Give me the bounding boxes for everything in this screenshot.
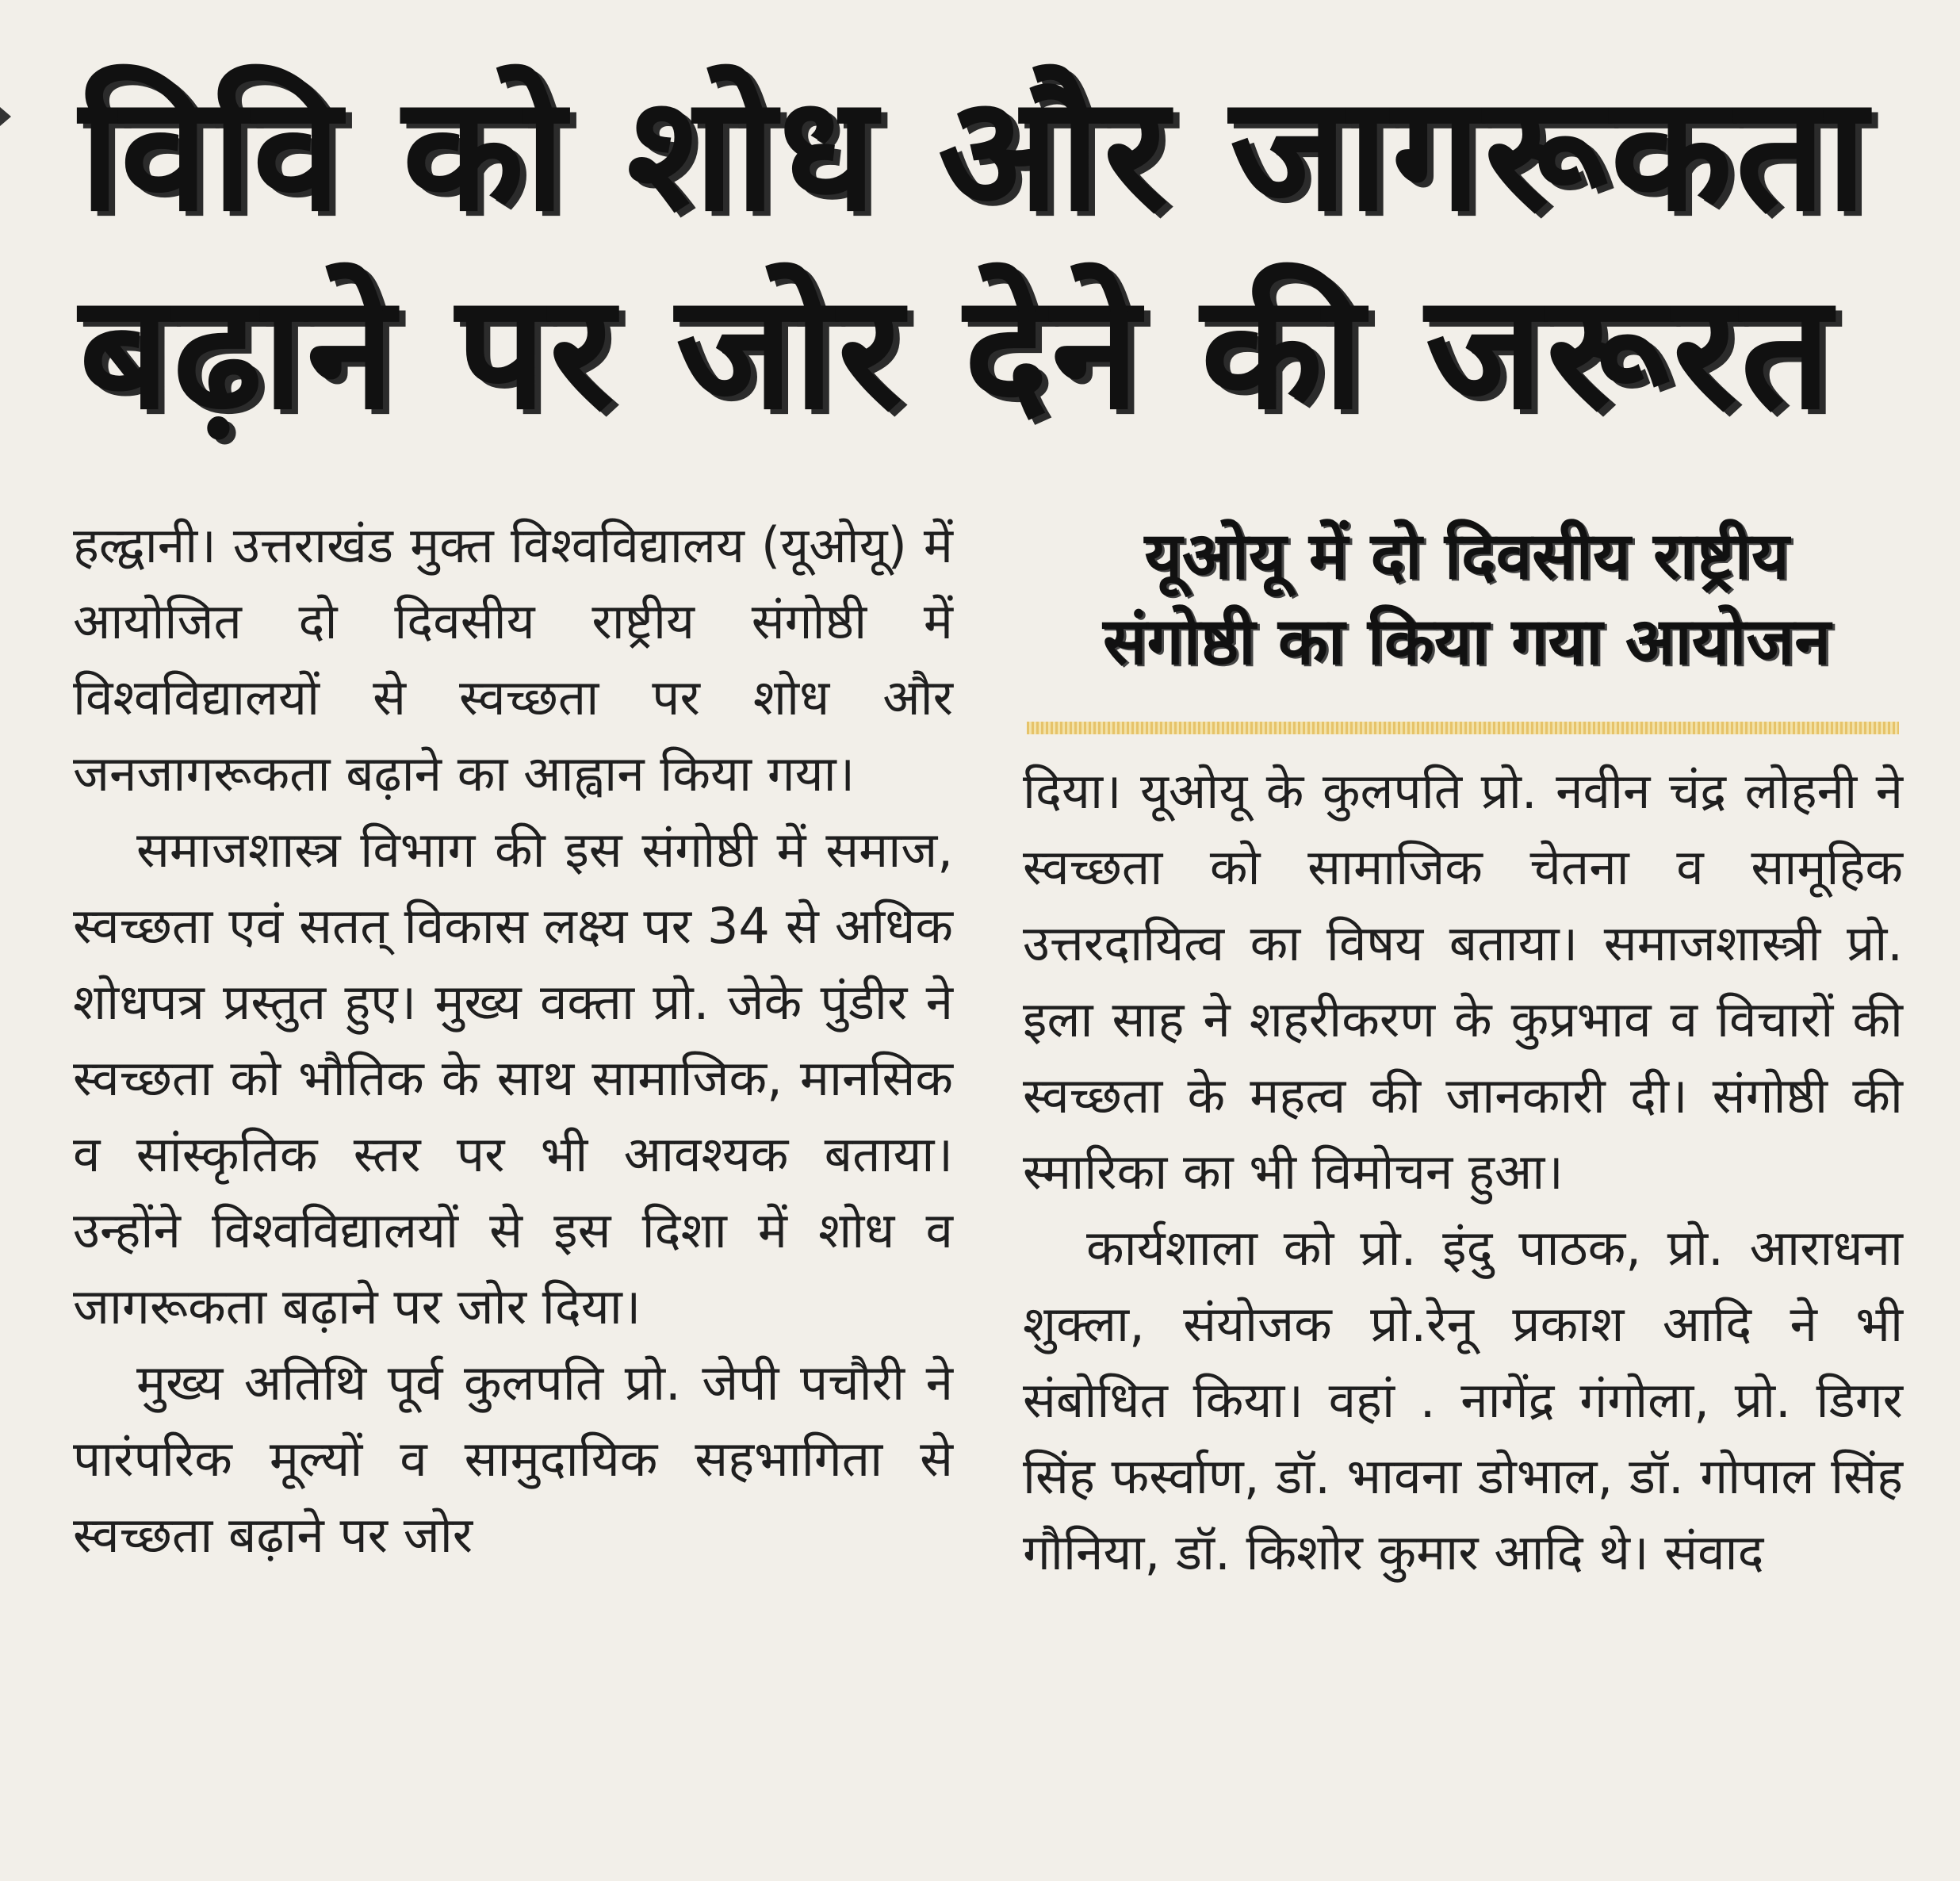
right-paragraph-2: कार्यशाला को प्रो. इंदु पाठक, प्रो. आराधना शुक्ला, संयोजक प्रो.रेनू प्रकाश आदि ने भी संबोधित किया। वहां . नागेंद्र गंगोला, प्रो. डिगर सिंह फर्स्वाण, डॉ. भावना डोभाल, डॉ. गोपाल सिंह गौनिया, डॉ. किशोर कुमार आदि थे। संवाद — [1023, 1219, 1903, 1581]
subheadline-line-2: संगोष्ठी का किया गया आयोजन — [1103, 604, 1831, 680]
article-column-right — [1023, 753, 1903, 1591]
page-edge-mark — [0, 107, 11, 126]
subheadline-divider — [1027, 722, 1899, 734]
subheadline — [1031, 514, 1903, 685]
left-paragraph-3: मुख्य अतिथि पूर्व कुलपति प्रो. जेपी पचौरी ने पारंपरिक मूल्यों व सामुदायिक सहभागिता से स्वच्छता बढ़ाने पर जोर — [73, 1354, 953, 1564]
article-column-left — [73, 508, 953, 1573]
headline-line-2: बढ़ाने पर जोर देने की जरूरत — [79, 260, 1835, 445]
left-paragraph-1: हल्द्वानी। उत्तराखंड मुक्त विश्वविद्यालय (यूओयू) में आयोजित दो दिवसीय राष्ट्रीय संगोष्ठी में विश्वविद्यालयों से स्वच्छता पर शोध और जनजागरूकता बढ़ाने का आह्वान किया गया। — [73, 516, 953, 803]
left-paragraph-2: समाजशास्त्र विभाग की इस संगोष्ठी में समाज, स्वच्छता एवं सतत् विकास लक्ष्य पर 34 से अधिक शोधपत्र प्रस्तुत हुए। मुख्य वक्ता प्रो. जेके पुंडीर ने स्वच्छता को भौतिक के साथ सामाजिक, मानसिक व सांस्कृतिक स्तर पर भी आवश्यक बताया। उन्होंने विश्वविद्यालयों से इस दिशा में शोध व जागरूकता बढ़ाने पर जोर दिया। — [73, 821, 953, 1335]
subheadline-line-1: यूओयू में दो दिवसीय राष्ट्रीय — [1144, 519, 1790, 594]
right-paragraph-1: दिया। यूओयू के कुलपति प्रो. नवीन चंद्र लोहनी ने स्वच्छता को सामाजिक चेतना व सामूहिक उत्तरदायित्व का विषय बताया। समाजशास्त्री प्रो. इला साह ने शहरीकरण के कुप्रभाव व विचारों की स्वच्छता के महत्व की जानकारी दी। संगोष्ठी की स्मारिका का भी विमोचन हुआ। — [1023, 762, 1903, 1201]
headline — [79, 56, 1887, 452]
headline-line-1: विवि को शोध और जागरूकता — [79, 62, 1870, 247]
